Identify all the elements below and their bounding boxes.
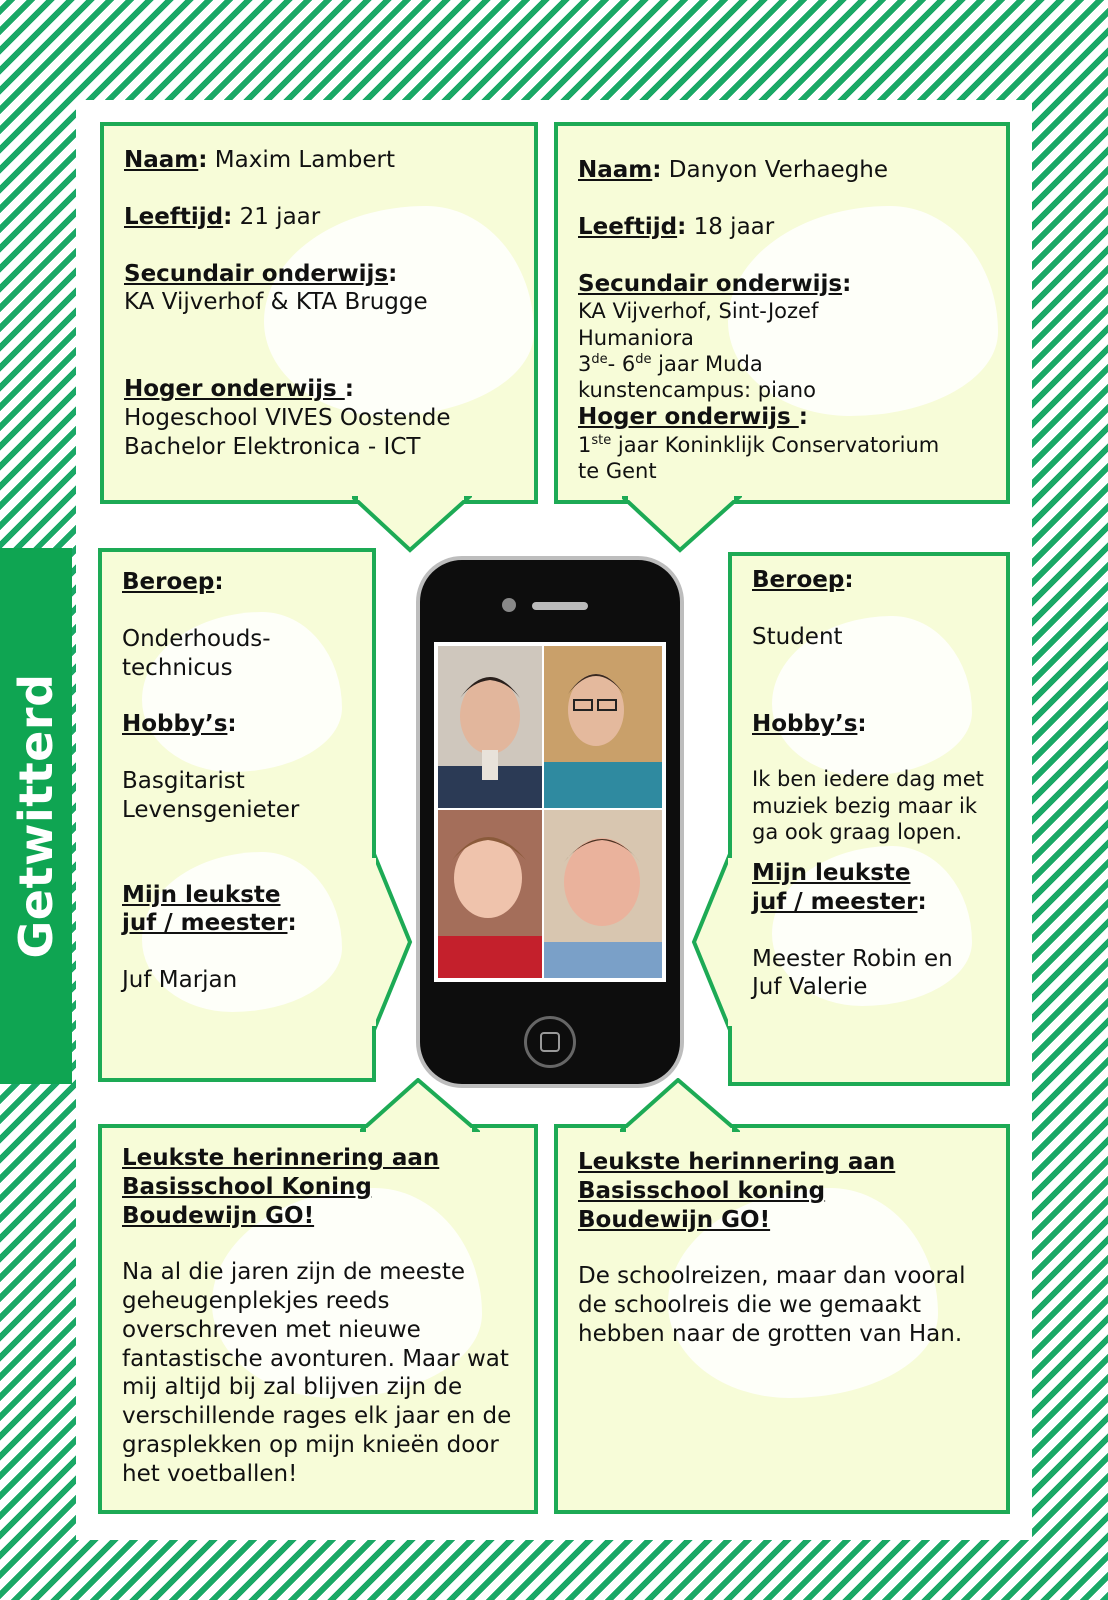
label-beroep: Beroep <box>122 569 215 595</box>
callout-pointer <box>372 852 414 1032</box>
callout-pointer <box>620 1078 740 1132</box>
label-hobbys: Hobby’s <box>122 711 228 738</box>
juf-value: Juf Marjan <box>122 967 238 993</box>
label-hoger: Hoger onderwijs <box>124 376 345 402</box>
memory-title-1: Leukste herinnering aan <box>122 1145 440 1171</box>
juf-value-2: Juf Valerie <box>752 974 868 1001</box>
label-leeftijd: Leeftijd <box>124 203 224 230</box>
secundair-value-2: Humaniora <box>578 325 694 350</box>
label-hobbys: Hobby’s <box>752 710 858 737</box>
memory-text: Na al die jaren zijn de meeste geheugenplekjes reeds overschreven met nieuwe fantastische avonturen. Maar wat mij altijd bij zal blijven zijn de verschillende rages elk jaar en de grasplekken op mijn knieën door het voetballen! <box>122 1259 512 1487</box>
memory-title-3: Boudewijn GO! <box>578 1206 771 1233</box>
photo-danyon-adult <box>544 646 662 808</box>
secundair-value-4: kunstencampus: piano <box>578 378 816 402</box>
hoger-value-2: Bachelor Elektronica - ICT <box>124 433 421 460</box>
beroep-box-left: Beroep: Onderhouds- technicus Hobby’s: Basgitarist Levensgenieter Mijn leukste juf / meester: Juf Marjan <box>98 548 376 1082</box>
callout-pointer <box>352 496 472 554</box>
photo-danyon-child <box>544 810 662 978</box>
label-leukste-1: Mijn leukste <box>752 860 911 886</box>
label-leukste-1: Mijn leukste <box>122 881 281 908</box>
label-naam: Naam <box>124 147 199 173</box>
label-secundair: Secundair onderwijs <box>578 270 843 297</box>
beroep-box-right: Beroep: Student Hobby’s: Ik ben iedere dag met muziek bezig maar ik ga ook graag lopen. Mijn leukste juf / meester: Meester Robin en Juf Valerie <box>728 552 1010 1086</box>
memory-title-1: Leukste herinnering aan <box>578 1149 896 1175</box>
speaker-grille <box>532 602 588 610</box>
memory-title-2: Basisschool koning <box>578 1177 826 1204</box>
secundair-value-1: KA Vijverhof, Sint-Jozef <box>578 299 819 324</box>
secundair-value: KA Vijverhof & KTA Brugge <box>124 289 428 316</box>
callout-pointer <box>690 852 732 1032</box>
profile-box-right: Naam: Danyon Verhaeghe Leeftijd: 18 jaar Secundair onderwijs: KA Vijverhof, Sint-Jozef Humaniora 3de- 6de jaar Muda kunstencampus: piano Hoger onderwijs : 1ste jaar Koninklijk Conservatorium te Gent <box>554 122 1010 504</box>
sidebar-tab <box>0 548 72 1084</box>
sidebar-label: Getwitterd <box>9 673 63 959</box>
label-leukste-2: juf / meester <box>752 888 918 915</box>
label-secundair: Secundair onderwijs <box>124 260 389 287</box>
memory-box-left <box>98 1124 538 1514</box>
hobby-value-1: Basgitarist <box>122 768 245 794</box>
beroep-value-2: technicus <box>122 654 233 681</box>
hobby-value-2: Levensgenieter <box>122 796 300 823</box>
beroep-value: Student <box>752 623 843 650</box>
label-leukste-2: juf / meester <box>122 910 288 937</box>
leeftijd-value: 18 jaar <box>686 213 775 240</box>
hoger-value-1: Hogeschool VIVES Oostende <box>124 404 451 431</box>
memory-title-3: Boudewijn GO! <box>122 1202 315 1229</box>
label-leeftijd: Leeftijd <box>578 213 678 240</box>
callout-pointer <box>622 496 742 554</box>
memory-title-2: Basisschool Koning <box>122 1173 372 1200</box>
smartphone <box>416 556 684 1088</box>
hoger-value-1: 1ste jaar Koninklijk Conservatorium <box>578 433 940 457</box>
photo-maxim-child <box>438 810 542 978</box>
naam-value: Danyon Verhaeghe <box>661 157 889 183</box>
naam-value: Maxim Lambert <box>207 147 395 173</box>
label-hoger: Hoger onderwijs <box>578 404 799 431</box>
home-button <box>524 1016 576 1068</box>
leeftijd-value: 21 jaar <box>232 203 321 230</box>
callout-pointer <box>360 1078 480 1132</box>
memory-box-right <box>554 1124 1010 1514</box>
photo-maxim-adult <box>438 646 542 808</box>
camera-icon <box>502 598 516 612</box>
hoger-value-2: te Gent <box>578 459 657 484</box>
label-naam: Naam <box>578 157 653 183</box>
juf-value-1: Meester Robin en <box>752 945 953 972</box>
beroep-value-1: Onderhouds- <box>122 625 271 652</box>
label-beroep: Beroep <box>752 567 845 593</box>
profile-box-left: Naam: Maxim Lambert Leeftijd: 21 jaar Secundair onderwijs: KA Vijverhof & KTA Brugge Hoger onderwijs : Hogeschool VIVES Oostende Bachelor Elektronica - ICT <box>100 122 538 504</box>
memory-text: De schoolreizen, maar dan vooral de schoolreis die we gemaakt hebben naar de grotten van Han. <box>578 1263 966 1347</box>
secundair-value-3: 3de- 6de jaar Muda <box>578 351 763 376</box>
phone-screen <box>434 642 666 982</box>
hobby-value: Ik ben iedere dag met muziek bezig maar ik ga ook graag lopen. <box>752 767 984 844</box>
photo-collage <box>438 646 662 978</box>
